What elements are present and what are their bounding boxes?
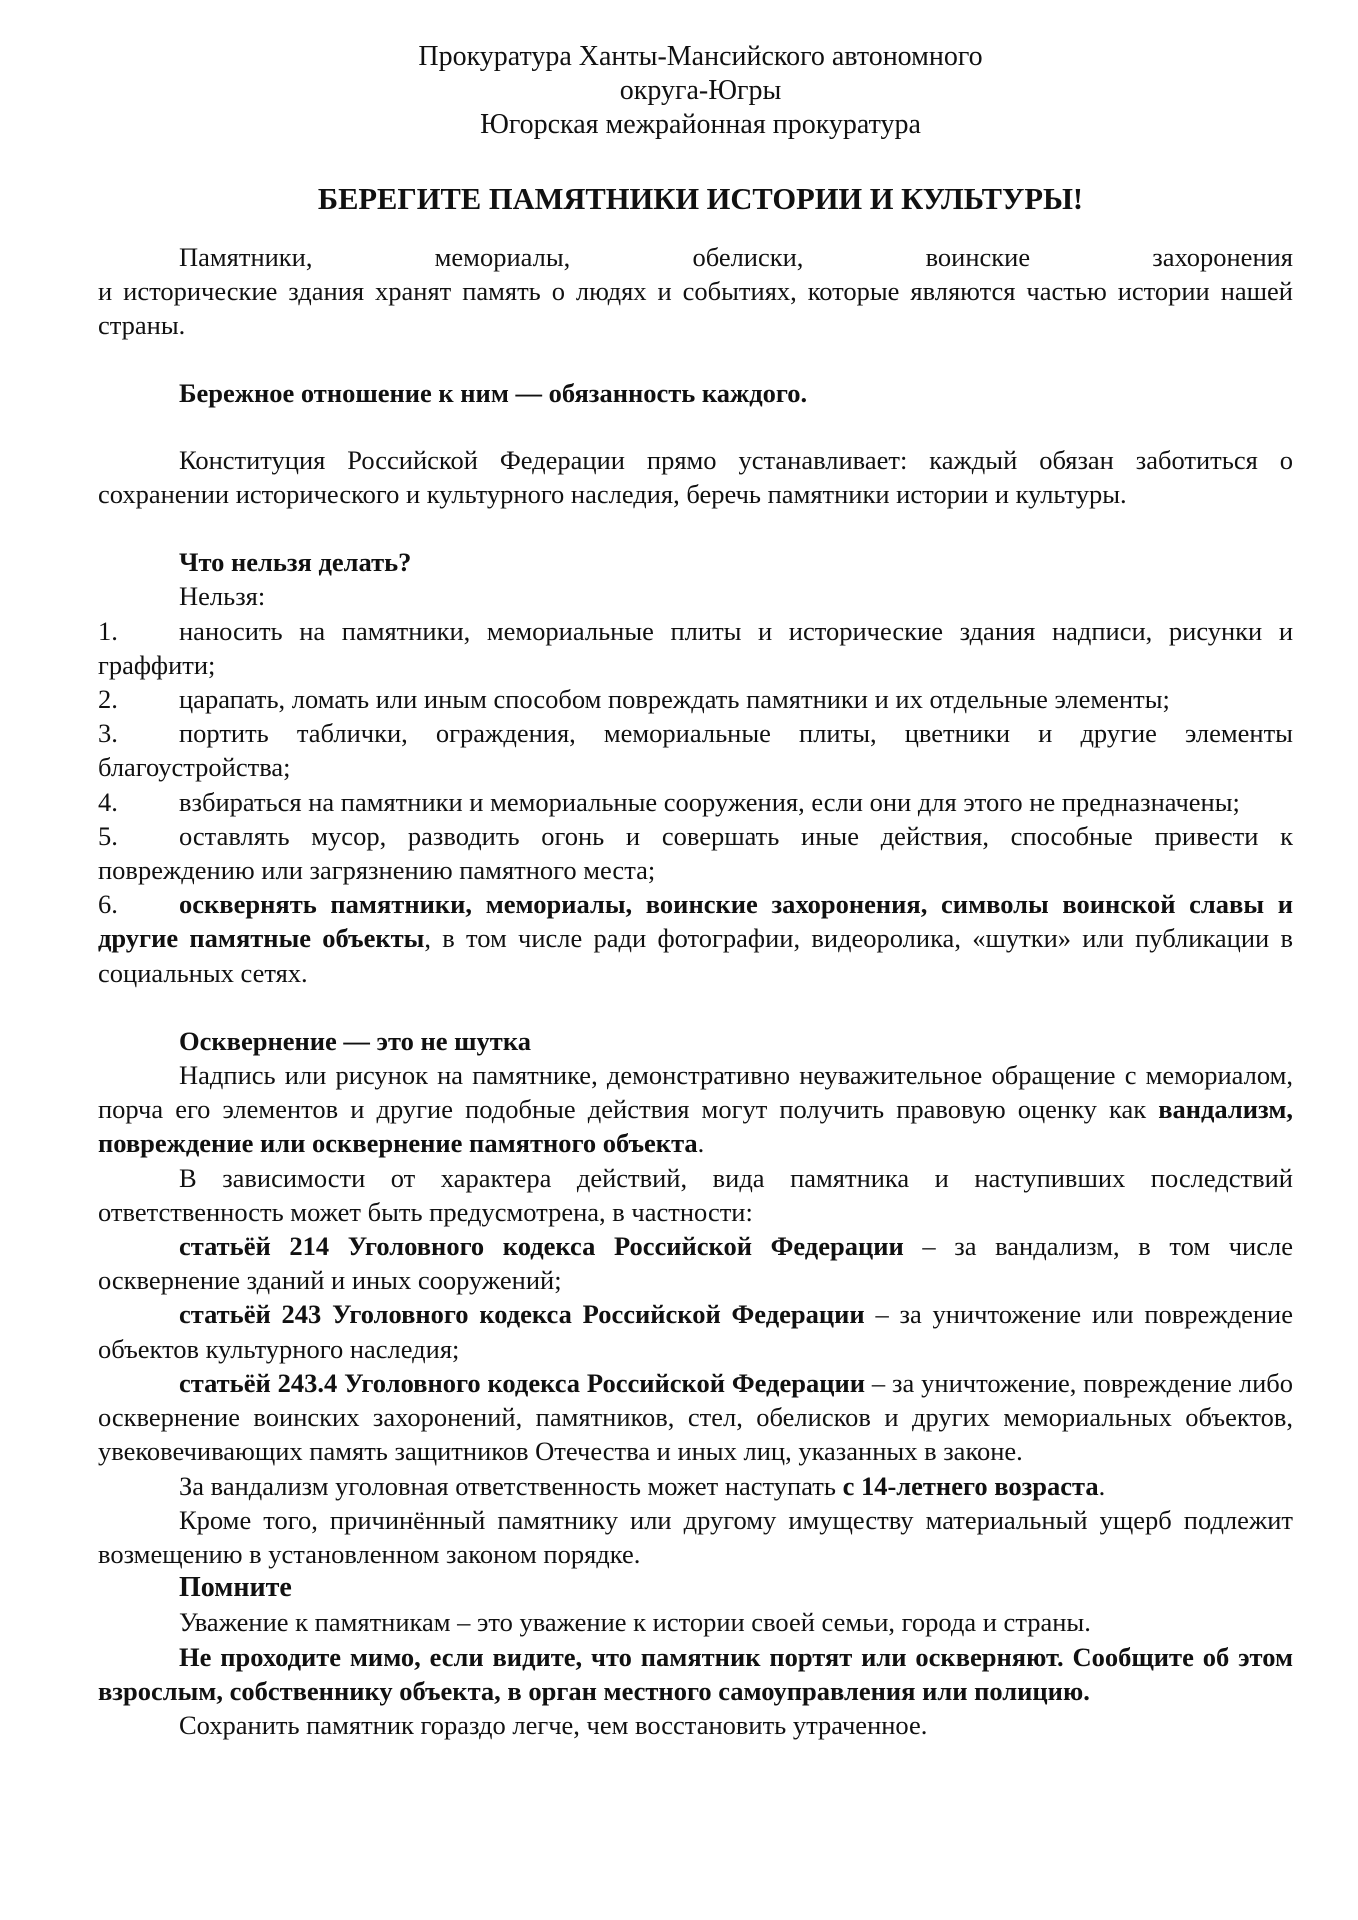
desecration-paragraph: Надпись или рисунок на памятнике, демонстративно неуважительное обращение с мемориалом, порча его элементов и другие подобные действия могут получить правовую оценку как вандализм, повреждение или осквернение памятного объекта.	[98, 1060, 1293, 1159]
list-number: 4.	[98, 786, 118, 817]
intro-first-line: Памятники, мемориалы, обелиски, воинские захоронения	[179, 242, 1293, 272]
intro-paragraph: и исторические здания хранят память о людях и событиях, которые являются частью истории нашей страны.	[98, 276, 1293, 341]
header-line-1: Прокуратура Ханты-Мансийского автономного	[418, 41, 983, 72]
responsibility-paragraph: В зависимости от характера действий, вида памятника и наступивших последствий ответственность может быть предусмотрена, в частности:	[98, 1162, 1293, 1227]
list-item: 6. осквернять памятники, мемориалы, воинские захоронения, символы воинской славы и другие памятные объекты, в том числе ради фотографии, видеоролика, «шутки» или публикации в социальных сетях.	[98, 889, 1293, 988]
article-214: статьёй 214 Уголовного кодекса Российской Федерации – за вандализм, в том числе осквернение зданий и иных сооружений;	[98, 1231, 1293, 1296]
desecration-heading: Осквернение — это не шутка	[179, 1025, 531, 1056]
list-number: 6.	[98, 889, 118, 920]
document-header	[98, 40, 1293, 142]
forbidden-list	[98, 614, 1293, 990]
list-item: 2. царапать, ломать или иным способом повреждать памятники и их отдельные элементы;	[98, 682, 1293, 716]
constitution-paragraph: Конституция Российской Федерации прямо устанавливает: каждый обязан заботиться о сохранении исторического и культурного наследия, беречь памятники истории и культуры.	[98, 444, 1293, 510]
list-number: 1.	[98, 615, 118, 646]
article-243: статьёй 243 Уголовного кодекса Российской Федерации – за уничтожение или повреждение объектов культурного наследия;	[98, 1299, 1293, 1364]
header-line-2: округа-Югры	[619, 75, 782, 106]
list-item: 3. портить таблички, ограждения, мемориальные плиты, цветники и другие элементы благоустройства;	[98, 718, 1293, 783]
list-item: 5. оставлять мусор, разводить огонь и совершать иные действия, способные привести к повреждению или загрязнению памятного места;	[98, 820, 1293, 886]
list-item: 4. взбираться на памятники и мемориальные сооружения, если они для этого не предназначены;	[98, 785, 1293, 819]
forbidden-lead: Нельзя:	[179, 581, 266, 612]
damage-paragraph: Кроме того, причинённый памятнику или другому имуществу материальный ущерб подлежит возмещению в установленном законом порядке.	[98, 1504, 1293, 1569]
closing-paragraph: Сохранить памятник гораздо легче, чем восстановить утраченное.	[179, 1709, 928, 1740]
respect-paragraph: Уважение к памятникам – это уважение к истории своей семьи, города и страны.	[179, 1607, 1091, 1638]
document-title: БЕРЕГИТЕ ПАМЯТНИКИ ИСТОРИИ И КУЛЬТУРЫ!	[317, 182, 1084, 216]
list-number: 2.	[98, 684, 118, 715]
list-number: 3.	[98, 718, 118, 749]
list-number: 5.	[98, 820, 118, 851]
report-paragraph: Не проходите мимо, если видите, что памятник портят или оскверняют. Сообщите об этом взрослым, собственнику объекта, в орган местного самоуправления или полицию.	[98, 1641, 1293, 1706]
header-line-3: Югорская межрайонная прокуратура	[480, 109, 921, 140]
list-item: 1. наносить на памятники, мемориальные плиты и исторические здания надписи, рисунки и граффити;	[98, 615, 1293, 680]
duty-statement: Бережное отношение к ним — обязанность каждого.	[179, 377, 808, 408]
age-paragraph: За вандализм уголовная ответственность может наступать с 14-летнего возраста.	[179, 1470, 1106, 1501]
article-243-4: статьёй 243.4 Уголовного кодекса Российской Федерации – за уничтожение, повреждение либо осквернение воинских захоронений, памятников, стел, обелисков и других мемориальных объектов, увековечивающих память защитников Отечества и иных лиц, указанных в законе.	[98, 1367, 1293, 1467]
forbidden-heading: Что нельзя делать?	[179, 547, 412, 578]
remember-heading: Помните	[179, 1572, 292, 1604]
